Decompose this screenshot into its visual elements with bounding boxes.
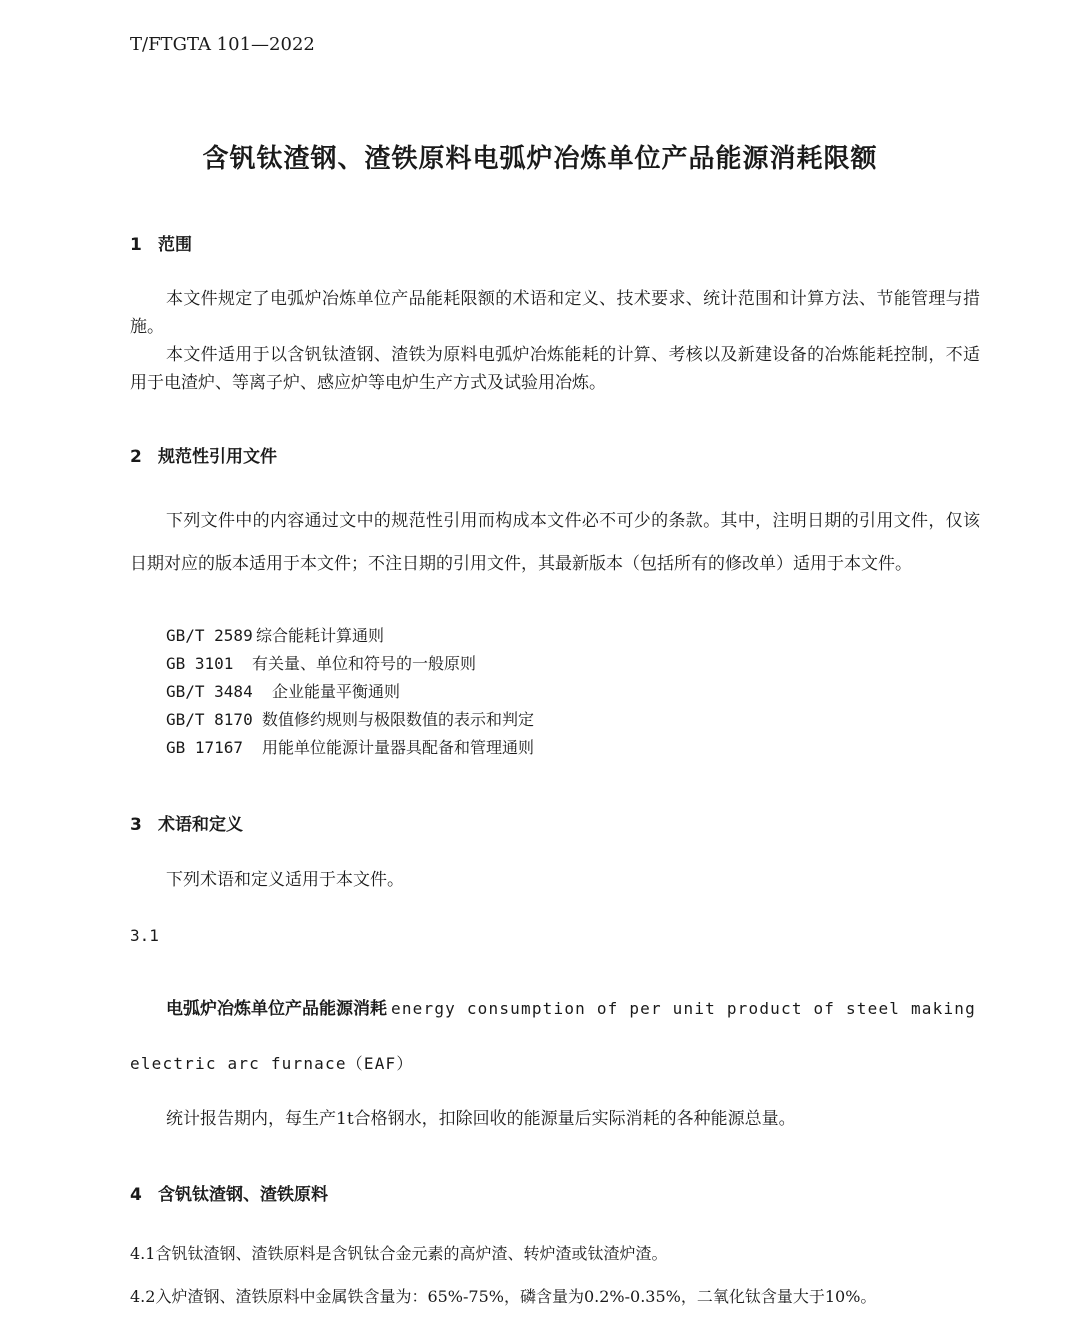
reference-code: GB 3101 xyxy=(166,654,234,673)
reference-item xyxy=(166,678,534,706)
section-2-heading xyxy=(130,442,277,467)
clause-4-1: 4.1含钒钛渣钢、渣铁原料是含钒钛合金元素的高炉渣、转炉渣或钛渣炉渣。 xyxy=(130,1244,668,1263)
term-heading xyxy=(166,994,976,1019)
section-number: 4 xyxy=(130,1185,142,1205)
term-chinese: 电弧炉冶炼单位产品能源消耗 xyxy=(166,999,387,1019)
section-3-heading xyxy=(130,810,243,835)
reference-name: 数值修约规则与极限数值的表示和判定 xyxy=(262,710,535,729)
reference-name: 用能单位能源计量器具配备和管理通则 xyxy=(262,738,535,757)
reference-item xyxy=(166,706,534,734)
term-definition: 统计报告期内，每生产1t合格钢水，扣除回收的能源量后实际消耗的各种能源总量。 xyxy=(166,1109,796,1129)
section-title: 术语和定义 xyxy=(158,815,243,835)
section-title: 范围 xyxy=(158,235,192,255)
reference-code: GB/T 3484 xyxy=(166,682,253,701)
section-1-paragraph-2: 本文件适用于以含钒钛渣钢、渣铁为原料电弧炉冶炼能耗的计算、考核以及新建设备的冶炼能耗控制，不适用于电渣炉、等离子炉、感应炉等电炉生产方式及试验用冶炼。 xyxy=(130,345,980,393)
section-1-heading xyxy=(130,230,192,255)
document-title: 含钒钛渣钢、渣铁原料电弧炉冶炼单位产品能源消耗限额 xyxy=(202,144,878,174)
reference-code: GB/T 8170 xyxy=(166,710,253,729)
term-english: energy consumption of per unit product of steel making xyxy=(391,999,976,1018)
clause-4-2: 4.2入炉渣钢、渣铁原料中金属铁含量为：65%-75%，磷含量为0.2%-0.35%，二氧化钛含量大于10%。 xyxy=(130,1287,877,1306)
section-number: 1 xyxy=(130,235,142,255)
reference-name: 有关量、单位和符号的一般原则 xyxy=(252,654,477,673)
section-number: 3 xyxy=(130,815,142,835)
section-3-paragraph-1: 下列术语和定义适用于本文件。 xyxy=(166,870,404,890)
term-english-continued: electric arc furnace（EAF） xyxy=(130,1054,414,1073)
section-1-paragraph-1: 本文件规定了电弧炉冶炼单位产品能耗限额的术语和定义、技术要求、统计范围和计算方法、节能管理与措施。 xyxy=(130,289,980,337)
section-4-heading xyxy=(130,1180,328,1205)
reference-item xyxy=(166,734,534,762)
reference-code: GB/T 2589 xyxy=(166,626,253,645)
standard-number: T/FTGTA 101—2022 xyxy=(130,34,315,55)
term-number: 3.1 xyxy=(130,926,159,945)
section-number: 2 xyxy=(130,447,142,467)
section-title: 含钒钛渣钢、渣铁原料 xyxy=(158,1185,328,1205)
reference-name: 综合能耗计算通则 xyxy=(256,626,385,645)
reference-list xyxy=(166,622,534,762)
section-title: 规范性引用文件 xyxy=(158,447,277,467)
reference-item xyxy=(166,650,534,678)
reference-item xyxy=(166,622,534,650)
section-2-paragraph-1: 下列文件中的内容通过文中的规范性引用而构成本文件必不可少的条款。其中，注明日期的引用文件，仅该日期对应的版本适用于本文件；不注日期的引用文件，其最新版本（包括所有的修改单）适用于本文件。 xyxy=(130,511,980,574)
reference-code: GB 17167 xyxy=(166,738,244,757)
reference-name: 企业能量平衡通则 xyxy=(272,682,401,701)
